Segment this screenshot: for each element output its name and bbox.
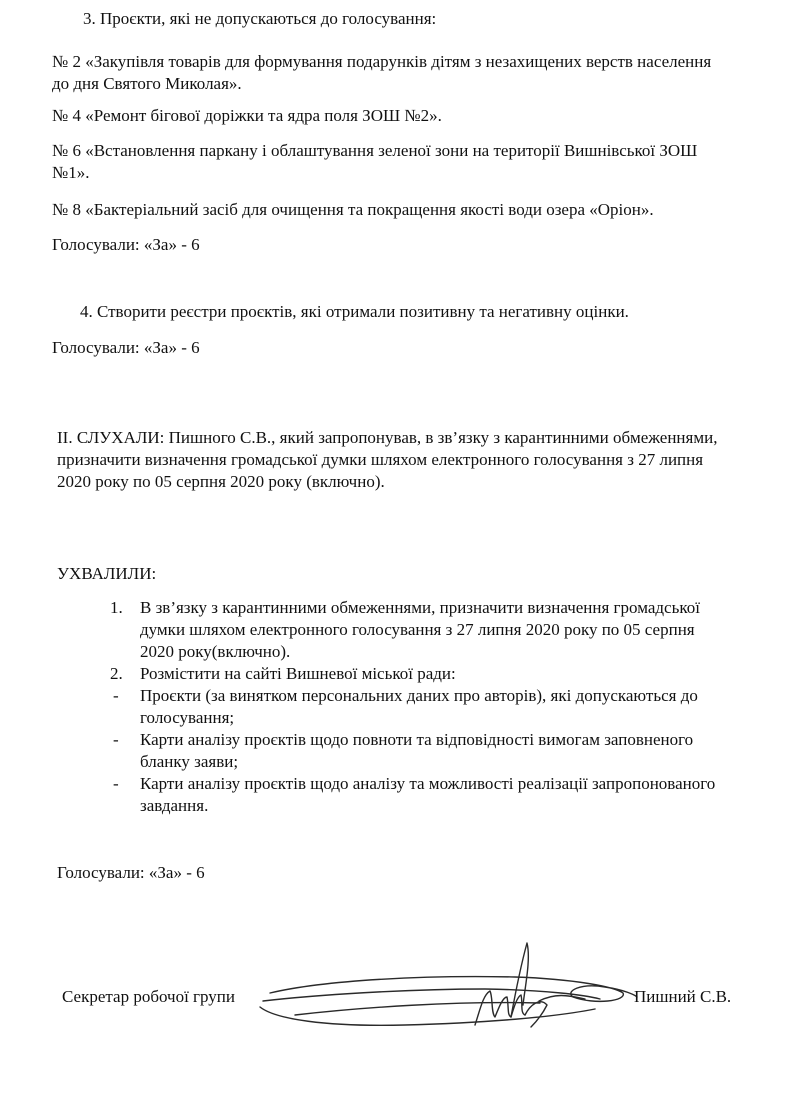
decided-item-2-line-1: Розмістити на сайті Вишневої міської ради: xyxy=(140,664,456,683)
decided-bullet-3-line-2: завдання. xyxy=(140,796,209,815)
project-2-line-2: до дня Святого Миколая». xyxy=(52,74,242,93)
handwritten-signature xyxy=(255,935,640,1040)
section3-vote: Голосували: «За» - 6 xyxy=(52,235,200,254)
decided-item-1-line-1: В зв’язку з карантинними обмеженнями, призначити визначення громадської xyxy=(140,598,700,617)
decided-bullet-3-line-1: Карти аналізу проєктів щодо аналізу та можливості реалізації запропонованого xyxy=(140,774,716,793)
decided-item-2-marker: 2. xyxy=(110,664,123,683)
decided-bullet-1-marker: - xyxy=(113,686,119,705)
decided-item-1-marker: 1. xyxy=(110,598,123,617)
heard-line-3: 2020 року по 05 серпня 2020 року (включно). xyxy=(57,472,385,491)
project-6-line-1: № 6 «Встановлення паркану і облаштування зеленої зони на території Вишнівської ЗОШ xyxy=(52,141,698,160)
decided-bullet-2-line-1: Карти аналізу проєктів щодо повноти та відповідності вимогам заповненого xyxy=(140,730,694,749)
decided-item-1-line-3: 2020 року(включно). xyxy=(140,642,291,661)
signature-name: Пишний С.В. xyxy=(634,987,732,1006)
decided-bullet-3-marker: - xyxy=(113,774,119,793)
heard-line-1: II. СЛУХАЛИ: Пишного С.В., який запропонував, в зв’язку з карантинними обмеженнями, xyxy=(57,428,718,447)
decided-heading: УХВАЛИЛИ: xyxy=(57,564,157,583)
section4-heading: 4. Створити реєстри проєктів, які отримали позитивну та негативну оцінки. xyxy=(80,302,629,321)
section3-heading: 3. Проєкти, які не допускаються до голосування: xyxy=(83,9,437,28)
project-6-line-2: №1». xyxy=(52,163,90,182)
project-8: № 8 «Бактеріальний засіб для очищення та покращення якості води озера «Оріон». xyxy=(52,200,654,219)
decided-bullet-2-marker: - xyxy=(113,730,119,749)
decided-bullet-2-line-2: бланку заяви; xyxy=(140,752,239,771)
heard-line-2: призначити визначення громадської думки шляхом електронного голосування з 27 липня xyxy=(57,450,704,469)
decided-item-1-line-2: думки шляхом електронного голосування з 27 липня 2020 року по 05 серпня xyxy=(140,620,695,639)
decided-bullet-1-line-2: голосування; xyxy=(140,708,235,727)
signature-role: Секретар робочої групи xyxy=(62,987,236,1006)
decided-vote: Голосували: «За» - 6 xyxy=(57,863,205,882)
project-4: № 4 «Ремонт бігової доріжки та ядра поля ЗОШ №2». xyxy=(52,106,442,125)
section4-vote: Голосували: «За» - 6 xyxy=(52,338,200,357)
project-2-line-1: № 2 «Закупівля товарів для формування подарунків дітям з незахищених верств населення xyxy=(52,52,712,71)
decided-bullet-1-line-1: Проєкти (за винятком персональних даних про авторів), які допускаються до xyxy=(140,686,698,705)
